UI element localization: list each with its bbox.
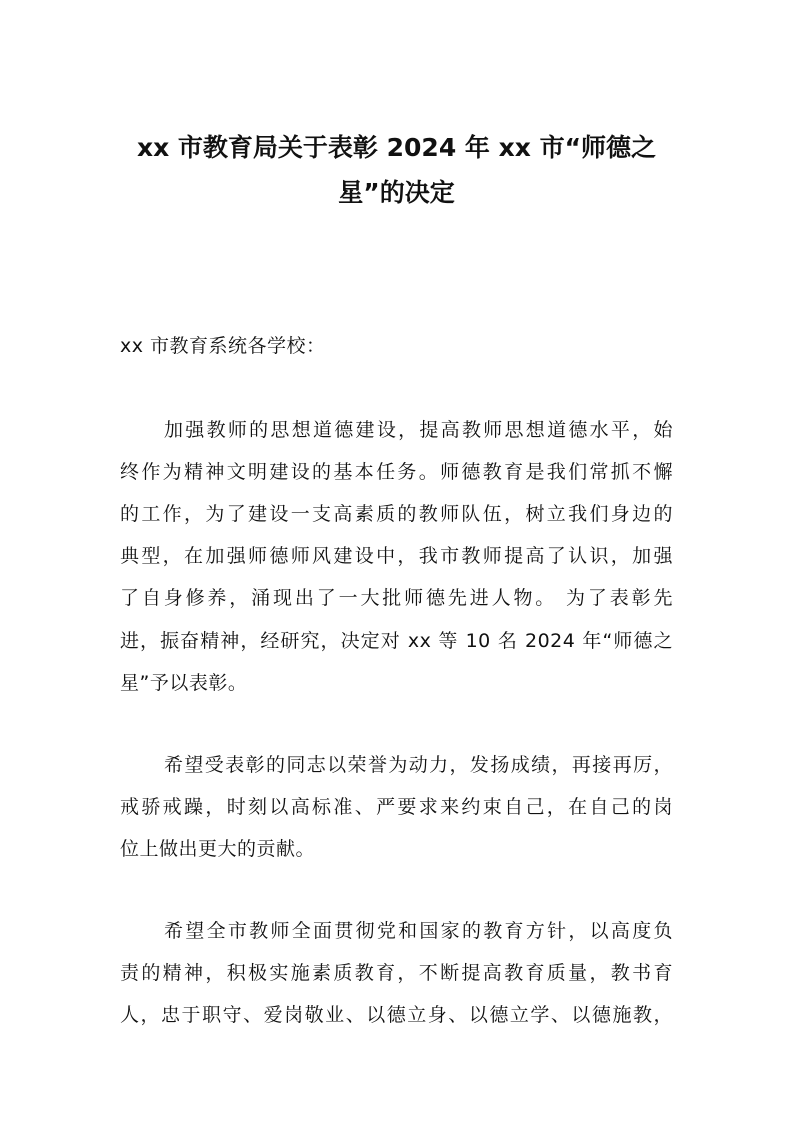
salutation: xx 市教育系统各学校： bbox=[120, 335, 326, 357]
title-line-1: xx 市教育局关于表彰 2024 年 xx 市“师德之 bbox=[136, 133, 657, 162]
text-line: 希望全市教师全面贯彻党和国家的教育方针，以高度负 bbox=[164, 920, 673, 942]
title-line-2: 星”的决定 bbox=[338, 178, 455, 207]
text-line: 位上做出更大的贡献。 bbox=[120, 838, 316, 860]
text-line: 戒骄戒躁，时刻以高标准、严要求来约束自己，在自己的岗 bbox=[120, 796, 673, 818]
text-line: 的工作，为了建设一支高素质的教师队伍，树立我们身边的 bbox=[120, 503, 673, 525]
text-line: 典型，在加强师德师风建设中，我市教师提高了认识，加强 bbox=[120, 545, 673, 567]
text-line: 希望受表彰的同志以荣誉为动力，发扬成绩，再接再厉， bbox=[164, 754, 673, 776]
text-line: 责的精神，积极实施素质教育，不断提高教育质量，教书育 bbox=[120, 962, 673, 984]
text-line: 加强教师的思想道德建设，提高教师思想道德水平，始 bbox=[164, 419, 673, 441]
text-line: 星”予以表彰。 bbox=[120, 672, 248, 694]
text-line: 终作为精神文明建设的基本任务。师德教育是我们常抓不懈 bbox=[120, 461, 673, 483]
text-line: 人，忠于职守、爱岗敬业、以德立身、以德立学、以德施教， bbox=[120, 1004, 673, 1026]
text-line: 进，振奋精神，经研究，决定对 xx 等 10 名 2024 年“师德之 bbox=[120, 630, 673, 652]
text-line: 了自身修养，涌现出了一大批师德先进人物。 为了表彰先 bbox=[120, 587, 673, 609]
